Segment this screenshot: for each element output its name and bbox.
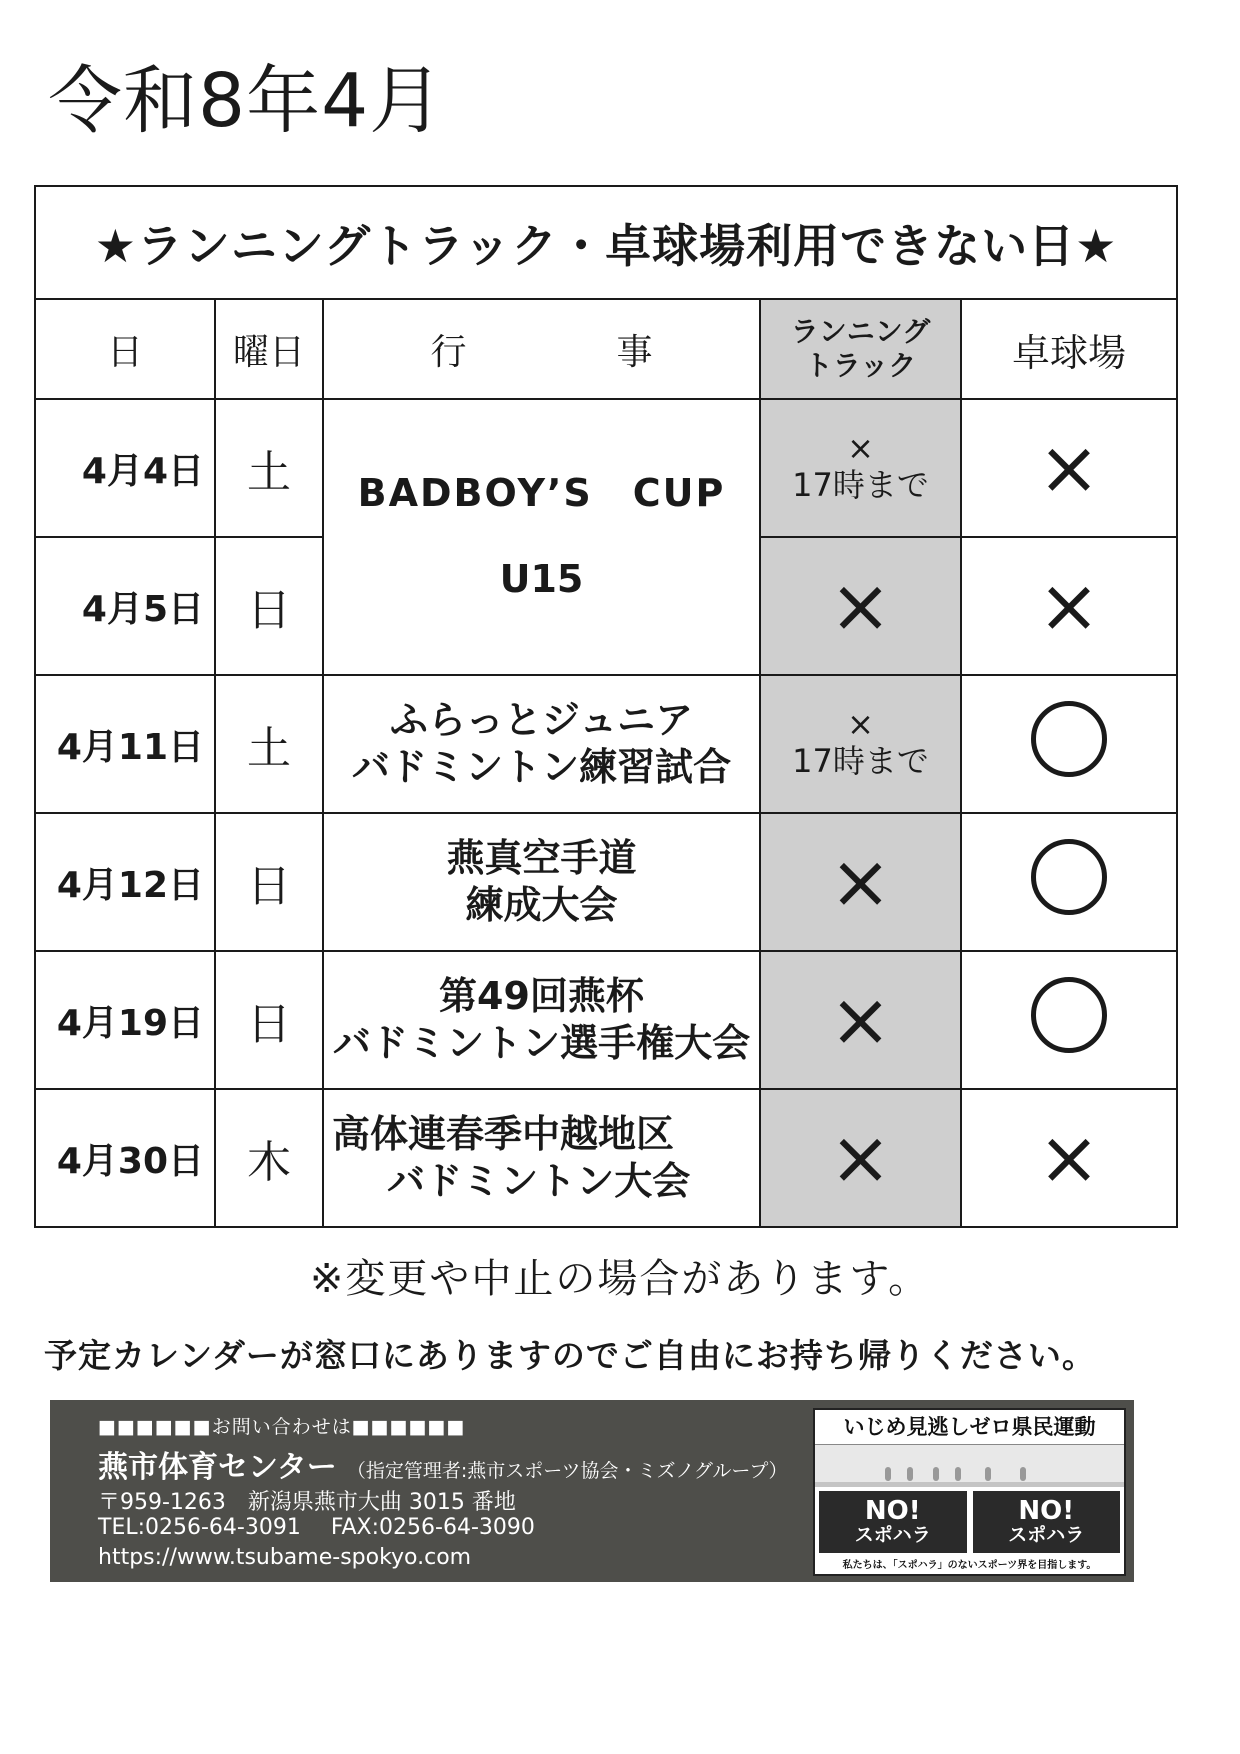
no-label: NO! [864, 1495, 921, 1526]
cross-mark-icon: × [829, 1115, 892, 1201]
cross-mark-icon: × [1038, 1115, 1101, 1201]
table-row [35, 813, 1177, 951]
row-table-tennis-status [961, 813, 1177, 951]
spohara-label: スポハラ [854, 1523, 931, 1546]
table-row [35, 951, 1177, 1089]
table-row [35, 675, 1177, 813]
event-category: U15 [499, 557, 584, 601]
row-date: 4月5日 [35, 537, 215, 675]
organization-name [98, 1442, 788, 1486]
cross-mark-icon: × [847, 429, 874, 468]
row-weekday: 土 [215, 399, 323, 537]
row-date: 4月30日 [35, 1089, 215, 1227]
row-date: 4月19日 [35, 951, 215, 1089]
row-table-tennis-status [961, 537, 1177, 675]
row-table-tennis-status [961, 399, 1177, 537]
running-note: 17時まで [792, 466, 929, 505]
org-name: 燕市体育センター [98, 1450, 337, 1485]
header-running-l2: トラック [804, 349, 917, 382]
document-date: 令和8年4月 [48, 58, 445, 144]
row-weekday: 日 [215, 813, 323, 951]
header-event-b: 事 [616, 331, 653, 373]
row-running-status [760, 1089, 961, 1227]
event-name: BADBOY’S CUP [357, 471, 726, 516]
row-weekday: 木 [215, 1089, 323, 1227]
table-title: ★ランニングトラック・卓球場利用できない日★ [35, 186, 1177, 299]
schedule-table [34, 185, 1178, 1228]
row-event-shared [323, 399, 760, 675]
table-row [35, 399, 1177, 537]
campaign-illustration [815, 1445, 1124, 1487]
fax-number: FAX:0256-64-3090 [330, 1515, 535, 1540]
inquiry-label: ■■■■■■お問い合わせは■■■■■■ [98, 1416, 466, 1438]
header-running-l1: ランニング [790, 315, 931, 349]
campaign-title: いじめ見逃しゼロ県民運動 [815, 1410, 1124, 1445]
change-notice: ※変更や中止の場合があります。 [309, 1256, 931, 1302]
event-line-1: 燕真空手道 [446, 835, 637, 880]
running-note: 17時まで [792, 742, 929, 781]
row-weekday: 日 [215, 537, 323, 675]
event-line-2: 練成大会 [465, 883, 618, 927]
row-table-tennis-status [961, 675, 1177, 813]
row-table-tennis-status [961, 951, 1177, 1089]
header-event-a: 行 [430, 331, 467, 373]
spohara-label: スポハラ [1008, 1523, 1085, 1546]
row-running-status [760, 399, 961, 537]
cross-mark-icon: × [1038, 425, 1101, 511]
row-table-tennis-status [961, 1089, 1177, 1227]
row-weekday: 土 [215, 675, 323, 813]
cross-mark-icon: × [1038, 563, 1101, 649]
row-running-status [760, 951, 961, 1089]
header-weekday: 曜日 [215, 299, 323, 399]
header-day: 日 [35, 299, 215, 399]
cross-mark-icon: × [847, 705, 874, 744]
campaign-badge [813, 1408, 1126, 1576]
row-event [323, 1089, 760, 1227]
circle-mark-icon [1031, 701, 1107, 777]
phone-fax [98, 1515, 535, 1540]
row-date: 4月11日 [35, 675, 215, 813]
table-header-row [35, 299, 1177, 399]
badge-caption: 私たちは、「スポハラ」のないスポーツ界を目指します。 [842, 1560, 1097, 1571]
contact-box [50, 1400, 1134, 1582]
cross-mark-icon: × [829, 977, 892, 1063]
spohara-logos [815, 1487, 1124, 1553]
no-spohara-logo [973, 1491, 1121, 1553]
row-date: 4月12日 [35, 813, 215, 951]
row-event [323, 951, 760, 1089]
row-date: 4月4日 [35, 399, 215, 537]
phone-number: TEL:0256-64-3091 [98, 1515, 301, 1540]
table-row [35, 1089, 1177, 1227]
event-line-2: バドミントン大会 [387, 1159, 691, 1203]
row-running-status [760, 537, 961, 675]
calendar-notice: 予定カレンダーが窓口にありますのでご自由にお持ち帰りください。 [44, 1336, 1096, 1375]
address: 〒959-1263 新潟県燕市大曲 3015 番地 [98, 1490, 516, 1515]
event-line-2: バドミントン練習試合 [351, 745, 732, 789]
event-line-1: 第49回燕杯 [439, 973, 644, 1018]
event-line-2: バドミントン選手権大会 [332, 1021, 751, 1065]
circle-mark-icon [1031, 977, 1107, 1053]
no-label: NO! [1018, 1495, 1075, 1526]
row-weekday: 日 [215, 951, 323, 1089]
row-running-status [760, 813, 961, 951]
row-event [323, 675, 760, 813]
org-manager: （指定管理者:燕市スポーツ協会・ミズノグループ） [346, 1460, 788, 1482]
row-event [323, 813, 760, 951]
event-line-1: 高体連春季中越地区 [332, 1111, 675, 1156]
website-url[interactable]: https://www.tsubame-spokyo.com [98, 1545, 472, 1570]
no-spohara-logo [819, 1491, 967, 1553]
header-event [323, 299, 760, 399]
header-running-track [760, 299, 961, 399]
row-running-status [760, 675, 961, 813]
cross-mark-icon: × [829, 563, 892, 649]
header-table-tennis: 卓球場 [961, 299, 1177, 399]
cross-mark-icon: × [829, 839, 892, 925]
circle-mark-icon [1031, 839, 1107, 915]
event-line-1: ふらっとジュニア [389, 697, 694, 742]
